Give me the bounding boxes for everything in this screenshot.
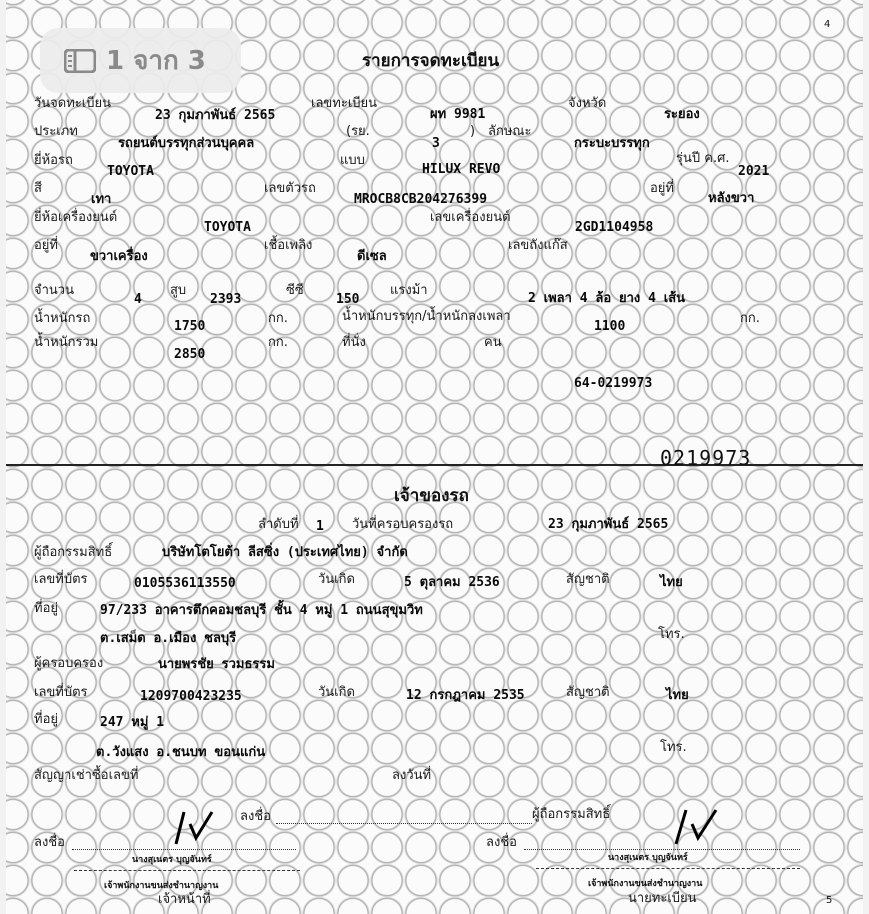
plate-value: ผท 9981 — [430, 107, 486, 122]
chassis-value: MROCB8CB204276399 — [354, 192, 488, 207]
engine-loc-value: ขวาเครื่อง — [90, 249, 148, 264]
id-value: 0105536113550 — [134, 576, 236, 591]
cylinders-value: 4 — [134, 292, 142, 307]
weight-value: 1750 — [174, 319, 206, 334]
address2-label: ที่อยู่ — [34, 712, 58, 727]
right-sign-line — [524, 849, 800, 850]
serial-number: 0219973 — [660, 446, 752, 470]
address-line1: 97/233 อาคารตึกคอมชลบุรี ชั้น 4 หมู่ 1 ถนนสุขุมวิท — [100, 603, 423, 618]
brand-value: TOYOTA — [107, 164, 154, 179]
left-printed-name: นางสุเนตร บุญจันทร์ — [132, 855, 212, 865]
left-signature-mark — [172, 808, 218, 848]
cylinders-unit: สูบ — [170, 283, 187, 298]
model-value: HILUX REVO — [422, 162, 501, 177]
hp-unit: แรงม้า — [390, 283, 428, 298]
holder-label: ผู้ถือกรรมสิทธิ์ — [34, 545, 113, 560]
id-label: เลขที่บัตร — [34, 572, 88, 587]
gross-value: 2850 — [174, 347, 206, 362]
order-value: 1 — [316, 519, 324, 534]
left-stamp-title: เจ้าพนักงานขนส่งชำนาญงาน — [104, 881, 219, 891]
nationality-value: ไทย — [660, 575, 683, 590]
fuel-label: เชื้อเพลิง — [264, 238, 313, 253]
ry-value: 3 — [432, 136, 440, 151]
occupant-label: ผู้ครอบครอง — [34, 656, 104, 671]
type-value: รถยนต์บรรทุกส่วนบุคคล — [118, 136, 255, 151]
reg-date-label: วันจดทะเบียน — [34, 96, 111, 111]
axles-value: 2 เพลา 4 ล้อ ยาง 4 เส้น — [528, 291, 686, 306]
brand-label: ยี่ห้อรถ — [34, 153, 73, 168]
engine-brand-value: TOYOTA — [204, 220, 251, 235]
top-page-number: 4 — [824, 19, 831, 30]
plate-label: เลขทะเบียน — [311, 96, 378, 111]
type-label: ประเภท — [34, 124, 78, 139]
page-indicator[interactable] — [40, 28, 241, 93]
seats-label: ที่นั่ง — [342, 335, 366, 350]
chassis-loc-value: หลังขวา — [708, 191, 755, 206]
engine-brand-label: ยี่ห้อเครื่องยนต์ — [34, 210, 118, 225]
model-label: แบบ — [340, 153, 365, 168]
chassis-label: เลขตัวรถ — [264, 181, 316, 196]
holder-value: บริษัทโตโยต้า ลีสซิ่ง (ประเทศไทย) จำกัด — [162, 545, 408, 560]
province-value: ระยอง — [664, 107, 700, 122]
chassis-loc-label: อยู่ที่ — [650, 181, 674, 196]
color-label: สี — [34, 181, 42, 196]
left-sign-label: ลงชื่อ — [34, 835, 65, 850]
nationality-label: สัญชาติ — [566, 572, 610, 587]
page-right-edge — [863, 0, 869, 914]
bottom-page-number: 5 — [826, 895, 833, 906]
style-label: ลักษณะ — [488, 124, 532, 139]
possession-label: วันที่ครอบครองรถ — [352, 517, 454, 532]
id2-value: 1209700423235 — [140, 689, 242, 704]
nationality2-label: สัญชาติ — [566, 685, 610, 700]
page-left-edge — [0, 0, 6, 914]
phone2-label: โทร. — [660, 740, 687, 755]
possession-date: 23 กุมภาพันธ์ 2565 — [548, 517, 669, 532]
address-label: ที่อยู่ — [34, 601, 58, 616]
count-label: จำนวน — [34, 283, 74, 298]
dob-label: วันเกิด — [318, 572, 355, 587]
phone-label: โทร. — [658, 627, 685, 642]
engine-no-label: เลขเครื่องยนต์ — [430, 210, 511, 225]
ry-label: (รย. — [346, 124, 370, 139]
holder-sign-role: ผู้ถือกรรมสิทธิ์ — [532, 807, 611, 822]
left-sign-line — [72, 849, 296, 850]
address-line4: ต.วังแสง อ.ชนบท ขอนแก่น — [96, 745, 266, 760]
hp-value: 150 — [336, 292, 360, 307]
id2-label: เลขที่บัตร — [34, 685, 88, 700]
style-value: กระบะบรรทุก — [574, 136, 650, 151]
dob2-value: 12 กรกฎาคม 2535 — [406, 688, 525, 703]
load-unit: กก. — [740, 311, 760, 326]
engine-loc-label: อยู่ที่ — [34, 238, 58, 253]
fuel-value: ดีเซล — [357, 249, 387, 264]
owner-title: เจ้าของรถ — [394, 486, 469, 506]
load-value: 1100 — [594, 319, 626, 334]
seats-unit: คน — [484, 335, 502, 350]
contract-label: สัญญาเช่าซื้อเลขที่ — [34, 768, 139, 783]
dob-value: 5 ตุลาคม 2536 — [404, 575, 500, 590]
holder-sign-label: ลงชื่อ — [240, 809, 271, 824]
year-value: 2021 — [738, 164, 770, 179]
load-label: น้ำหนักบรรทุก/น้ำหนักลงเพลา — [342, 309, 511, 324]
right-name-bracket — [536, 868, 800, 869]
province-label: จังหวัด — [568, 96, 607, 111]
gross-unit: กก. — [268, 335, 288, 350]
right-printed-name: นางสุเนตร บุญจันทร์ — [608, 853, 688, 863]
order-label: ลำดับที่ — [258, 517, 299, 532]
nationality2-value: ไทย — [666, 688, 689, 703]
registration-title: รายการจดทะเบียน — [362, 51, 500, 71]
color-value: เทา — [91, 192, 112, 207]
gross-label: น้ำหนักรวม — [34, 335, 99, 350]
document-number: 64-0219973 — [574, 376, 653, 391]
page-indicator-text: 1 จาก 3 — [106, 46, 206, 76]
page-thumbnails-icon[interactable] — [64, 49, 96, 73]
right-role: นายทะเบียน — [628, 891, 697, 906]
dob2-label: วันเกิด — [318, 685, 355, 700]
engine-no-value: 2GD1104958 — [575, 220, 654, 235]
ry-close: ) — [470, 124, 476, 139]
holder-sign-line — [276, 823, 532, 824]
right-sign-label: ลงชื่อ — [486, 835, 517, 850]
right-signature-mark — [672, 806, 722, 848]
address-line2: ต.เสม็ด อ.เมือง ชลบุรี — [100, 631, 237, 646]
weight-unit: กก. — [268, 311, 288, 326]
occupant-value: นายพรชัย รวมธรรม — [158, 657, 275, 672]
signed-date-label: ลงวันที่ — [392, 768, 432, 783]
address-line3: 247 หมู่ 1 — [100, 715, 165, 730]
cc-unit: ซีซี — [286, 283, 304, 298]
right-stamp-title: เจ้าพนักงานขนส่งชำนาญงาน — [588, 879, 703, 889]
left-role: เจ้าหน้าที่ — [158, 892, 211, 907]
left-name-bracket — [74, 870, 300, 871]
reg-date-value: 23 กุมภาพันธ์ 2565 — [155, 108, 276, 123]
cc-value: 2393 — [210, 292, 242, 307]
gas-tank-label: เลขถังแก๊ส — [508, 238, 568, 253]
year-label: รุ่นปี ค.ศ. — [676, 151, 730, 166]
weight-label: น้ำหนักรถ — [34, 311, 91, 326]
